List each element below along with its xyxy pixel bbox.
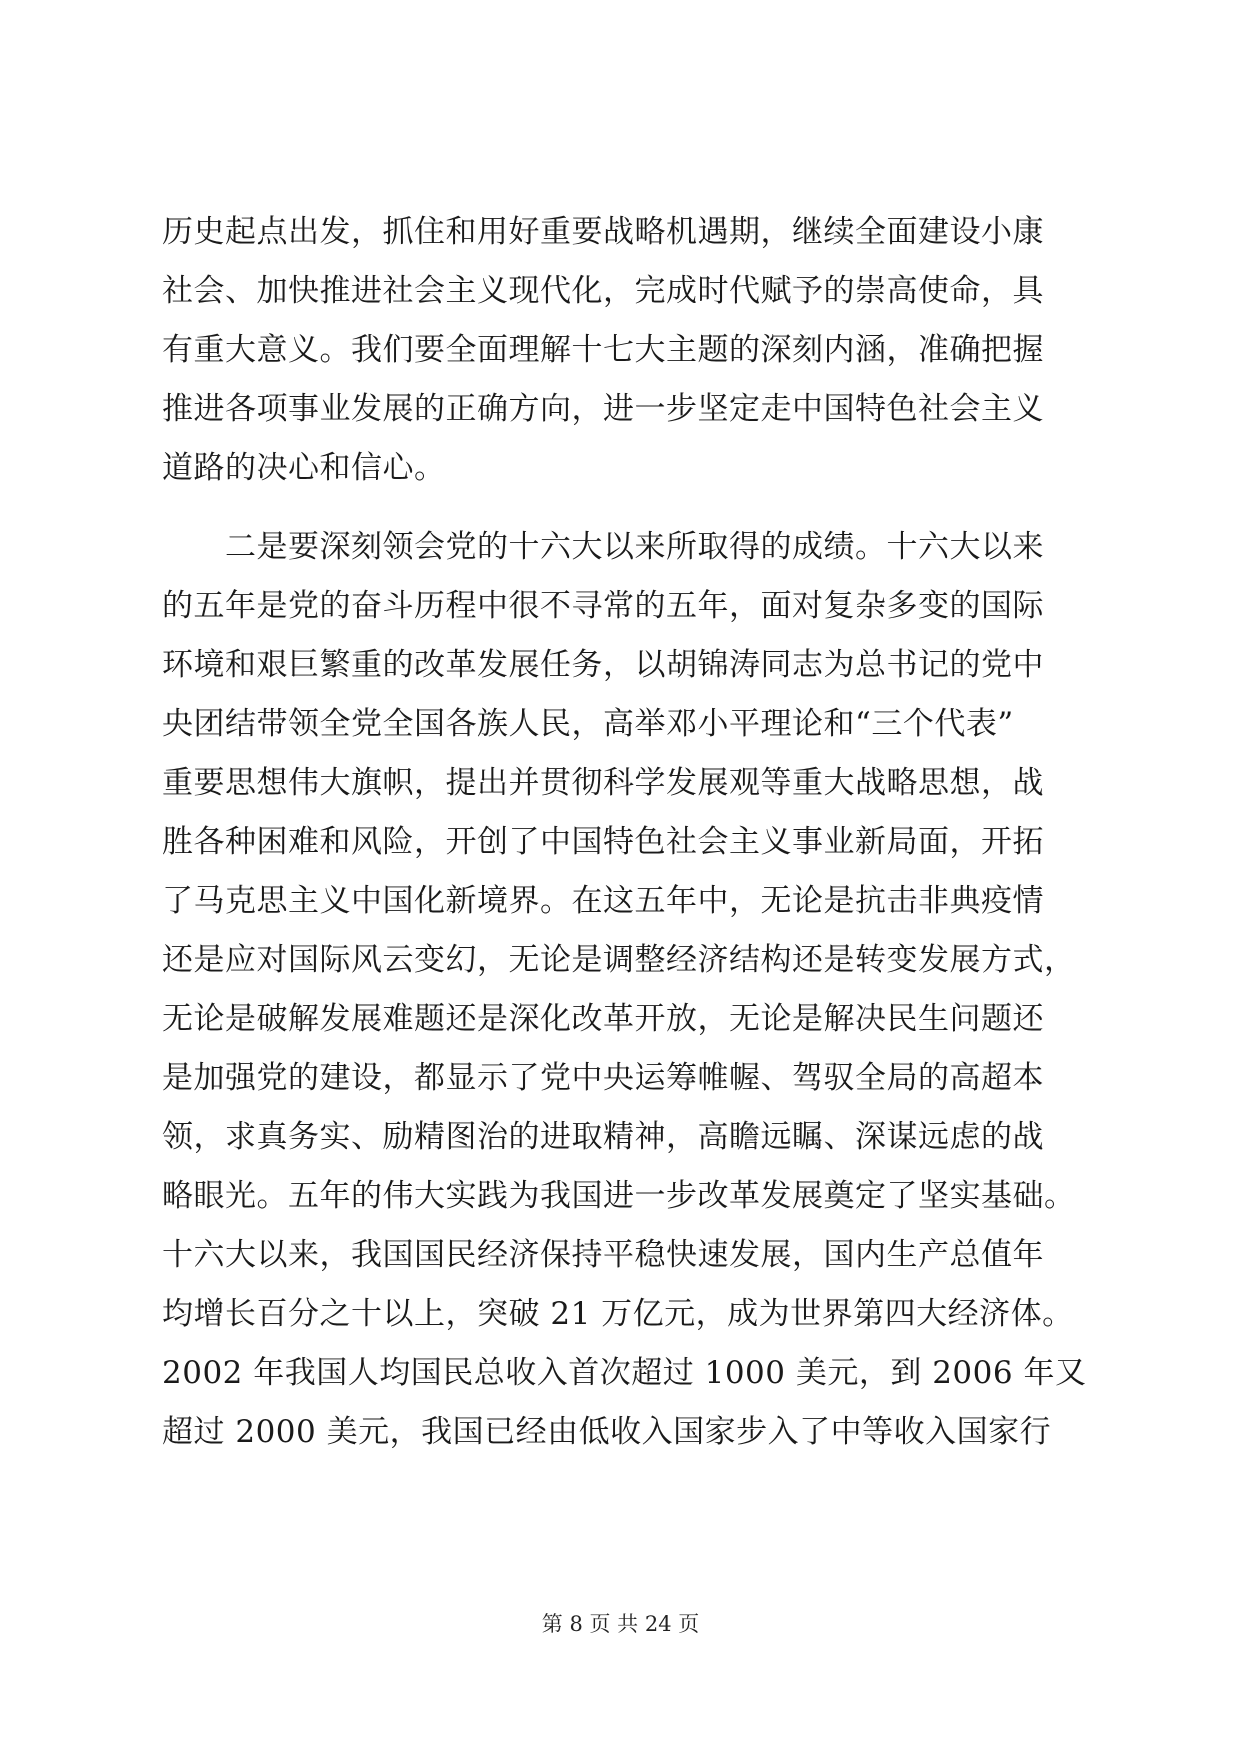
- text-line-2: 社会、加快推进社会主义现代化，完成时代赋予的崇高使命，具: [162, 273, 1044, 309]
- text-line-10: 重要思想伟大旗帜，提出并贯彻科学发展观等重大战略思想，战: [162, 765, 1044, 801]
- text-line-17: 略眼光。五年的伟大实践为我国进一步改革发展奠定了坚实基础。: [162, 1178, 1076, 1214]
- text-line-5: 道路的决心和信心。: [162, 450, 446, 486]
- text-line-11: 胜各种困难和风险，开创了中国特色社会主义事业新局面，开拓: [162, 824, 1044, 860]
- text-line-7: 的五年是党的奋斗历程中很不寻常的五年，面对复杂多变的国际: [162, 588, 1044, 624]
- text-line-4: 推进各项事业发展的正确方向，进一步坚定走中国特色社会主义: [162, 391, 1044, 427]
- text-line-9: 央团结带领全党全国各族人民，高举邓小平理论和“三个代表”: [162, 706, 1014, 742]
- text-line-21: 超过 2000 美元，我国已经由低收入国家步入了中等收入国家行: [162, 1414, 1052, 1450]
- text-line-19: 均增长百分之十以上，突破 21 万亿元，成为世界第四大经济体。: [162, 1296, 1074, 1332]
- text-line-14: 无论是破解发展难题还是深化改革开放，无论是解决民生问题还: [162, 1001, 1044, 1037]
- text-line-18: 十六大以来，我国国民经济保持平稳快速发展，国内生产总值年: [162, 1237, 1044, 1273]
- text-line-6: 二是要深刻领会党的十六大以来所取得的成绩。十六大以来: [162, 529, 1044, 565]
- text-line-8: 环境和艰巨繁重的改革发展任务，以胡锦涛同志为总书记的党中: [162, 647, 1044, 683]
- text-line-12: 了马克思主义中国化新境界。在这五年中，无论是抗击非典疫情: [162, 883, 1044, 919]
- text-line-3: 有重大意义。我们要全面理解十七大主题的深刻内涵，准确把握: [162, 332, 1044, 368]
- text-line-16: 领，求真务实、励精图治的进取精神，高瞻远瞩、深谋远虑的战: [162, 1119, 1044, 1155]
- text-line-20: 2002 年我国人均国民总收入首次超过 1000 美元，到 2006 年又: [162, 1355, 1087, 1391]
- text-line-13: 还是应对国际风云变幻，无论是调整经济结构还是转变发展方式，: [162, 942, 1076, 978]
- page-number-footer: 第 8 页 共 24 页: [541, 1612, 700, 1636]
- text-line-15: 是加强党的建设，都显示了党中央运筹帷幄、驾驭全局的高超本: [162, 1060, 1044, 1096]
- text-line-1: 历史起点出发，抓住和用好重要战略机遇期，继续全面建设小康: [162, 214, 1044, 250]
